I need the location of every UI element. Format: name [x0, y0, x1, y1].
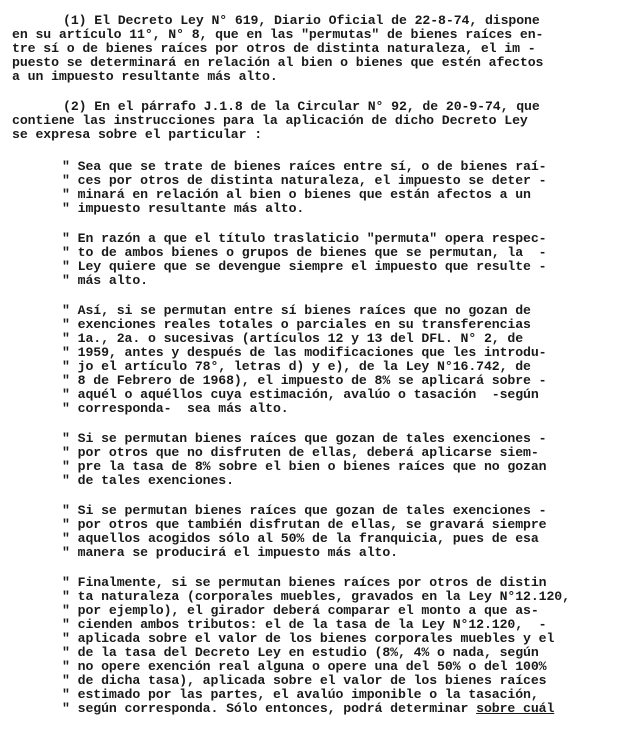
quote-line: " de dicha tasa), aplicada sobre el valor de los bienes raíces [62, 673, 547, 688]
text-line: a un impuesto resultante más alto. [12, 69, 278, 84]
quote-line: " 8 de Febrero de 1968), el impuesto de 8% se aplicará sobre - [62, 373, 547, 388]
text-line: en su artículo 11°, N° 8, que en las "permutas" de bienes raíces en- [12, 27, 544, 42]
quote-line: " manera se producirá el impuesto más alto. [62, 545, 398, 560]
quote-line: " 1959, antes y después de las modificaciones que les introdu- [62, 345, 547, 360]
quote-line: " por otros que no disfruten de ellas, deberá aplicarse siem- [62, 445, 539, 460]
quote-line: " ta naturaleza (corporales muebles, gravados en la Ley N°12.120, [62, 589, 570, 604]
quote-line-text: " según corresponda. Sólo entonces, podrá determinar [62, 701, 477, 716]
text-line: (1) El Decreto Ley N° 619, Diario Oficial de 22-8-74, dispone [63, 13, 540, 28]
quote-line: " impuesto resultante más alto. [62, 201, 305, 216]
quote-line: " exenciones reales totales o parciales en su transferencias [62, 317, 531, 332]
quote-line: " de la tasa del Decreto Ley en estudio (8%, 4% o nada, según [62, 645, 539, 660]
quote-line: " ces por otros de distinta naturaleza, el impuesto se deter - [62, 173, 547, 188]
quote-line: " por ejemplo), el girador deberá comparar el monto a que as- [62, 603, 539, 618]
quote-line: " Si se permutan bienes raíces que gozan de tales exenciones - [62, 431, 547, 446]
quote-line: " de tales exenciones. [62, 473, 234, 488]
quote-line: " Si se permutan bienes raíces que gozan de tales exenciones - [62, 503, 547, 518]
quote-line: " más alto. [62, 273, 148, 288]
quote-line: " to de ambos bienes o grupos de bienes que se permutan, la - [62, 245, 547, 260]
text-line: se expresa sobre el particular : [12, 127, 263, 142]
text-line: tre sí o de bienes raíces por otros de distinta naturaleza, el im - [12, 41, 536, 56]
text-line: contiene las instrucciones para la aplicación de dicho Decreto Ley [12, 113, 528, 128]
quote-line: " minará en relación al bien o bienes que están afectos a un [62, 187, 531, 202]
quote-line: " Ley quiere que se devengue siempre el impuesto que resulte - [62, 259, 547, 274]
quote-line: " aquél o aquéllos cuya estimación, avalúo o tasación -según [62, 387, 539, 402]
quote-line [62, 702, 554, 715]
quote-line: " no opere exención real alguna o opere una del 50% o del 100% [62, 659, 547, 674]
quote-line: " Sea que se trate de bienes raíces entre sí, o de bienes raí- [62, 159, 547, 174]
quote-line: " jo el artículo 78°, letras d) y e), de la Ley N°16.742, de [62, 359, 531, 374]
text-line: puesto se determinará en relación al bien o bienes que estén afectos [12, 55, 544, 70]
text-line: (2) En el párrafo J.1.8 de la Circular N° 92, de 20-9-74, que [63, 99, 540, 114]
quote-line: " Finalmente, si se permutan bienes raíces por otros de distin [62, 575, 547, 590]
quote-line: " por otros que también disfrutan de ellas, se gravará siempre [62, 517, 547, 532]
quote-line: " 1a., 2a. o sucesivas (artículos 12 y 13 del DFL. N° 2, de [62, 331, 524, 346]
quote-line: " corresponda- sea más alto. [62, 401, 289, 416]
quote-line: " aplicada sobre el valor de los bienes corporales muebles y el [62, 631, 555, 646]
quote-line: " cienden ambos tributos: el de la tasa de la Ley N°12.120, - [62, 617, 547, 632]
quote-line: " aquellos acogidos sólo al 50% de la franquicia, pues de esa [62, 531, 539, 546]
quote-line: " En razón a que el título traslaticio "permuta" opera respec- [62, 231, 547, 246]
quote-line: " pre la tasa de 8% sobre el bien o bienes raíces que no gozan [62, 459, 547, 474]
quote-line: " Así, si se permutan entre sí bienes raíces que no gozan de [62, 303, 531, 318]
quote-line: " estimado por las partes, el avalúo imponible o la tasación, [62, 687, 539, 702]
underlined-phrase: sobre cuál [476, 701, 555, 716]
